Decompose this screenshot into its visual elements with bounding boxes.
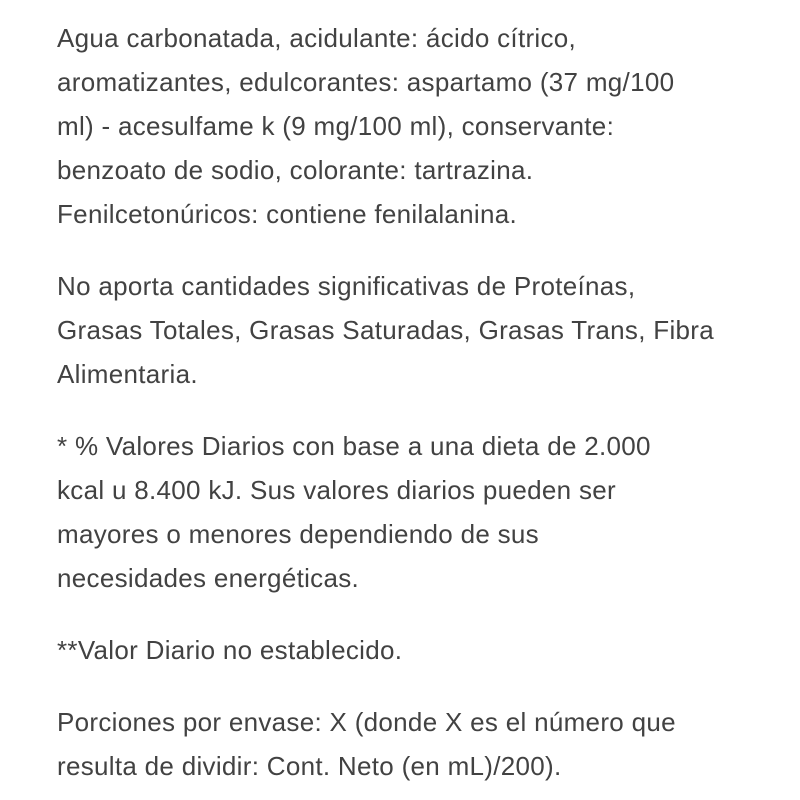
product-description-text xyxy=(57,16,767,800)
text-line: Grasas Totales, Grasas Saturadas, Grasas Trans, Fibra xyxy=(57,315,715,345)
text-line: kcal u 8.400 kJ. Sus valores diarios pueden ser xyxy=(57,475,616,505)
text-line: * % Valores Diarios con base a una dieta de 2.000 xyxy=(57,431,651,461)
text-line: aromatizantes, edulcorantes: aspartamo (37 mg/100 xyxy=(57,67,675,97)
text-line: benzoato de sodio, colorante: tartrazina. xyxy=(57,155,534,185)
text-line: Porciones por envase: X (donde X es el número que xyxy=(57,707,676,737)
daily-values-disclaimer-paragraph xyxy=(57,424,767,600)
text-line: **Valor Diario no establecido. xyxy=(57,635,403,665)
text-line: resulta de dividir: Cont. Neto (en mL)/200). xyxy=(57,751,562,781)
text-line: ml) - acesulfame k (9 mg/100 ml), conservante: xyxy=(57,111,615,141)
text-line: Agua carbonatada, acidulante: ácido cítrico, xyxy=(57,23,577,53)
daily-value-not-established-paragraph xyxy=(57,628,767,672)
text-line: No aporta cantidades significativas de Proteínas, xyxy=(57,271,636,301)
text-line: Alimentaria. xyxy=(57,359,198,389)
text-line: necesidades energéticas. xyxy=(57,563,360,593)
ingredients-paragraph xyxy=(57,16,767,236)
text-line: Fenilcetonúricos: contiene fenilalanina. xyxy=(57,199,518,229)
text-line: mayores o menores dependiendo de sus xyxy=(57,519,539,549)
servings-per-container-paragraph xyxy=(57,700,767,788)
no-significant-amounts-paragraph xyxy=(57,264,767,396)
